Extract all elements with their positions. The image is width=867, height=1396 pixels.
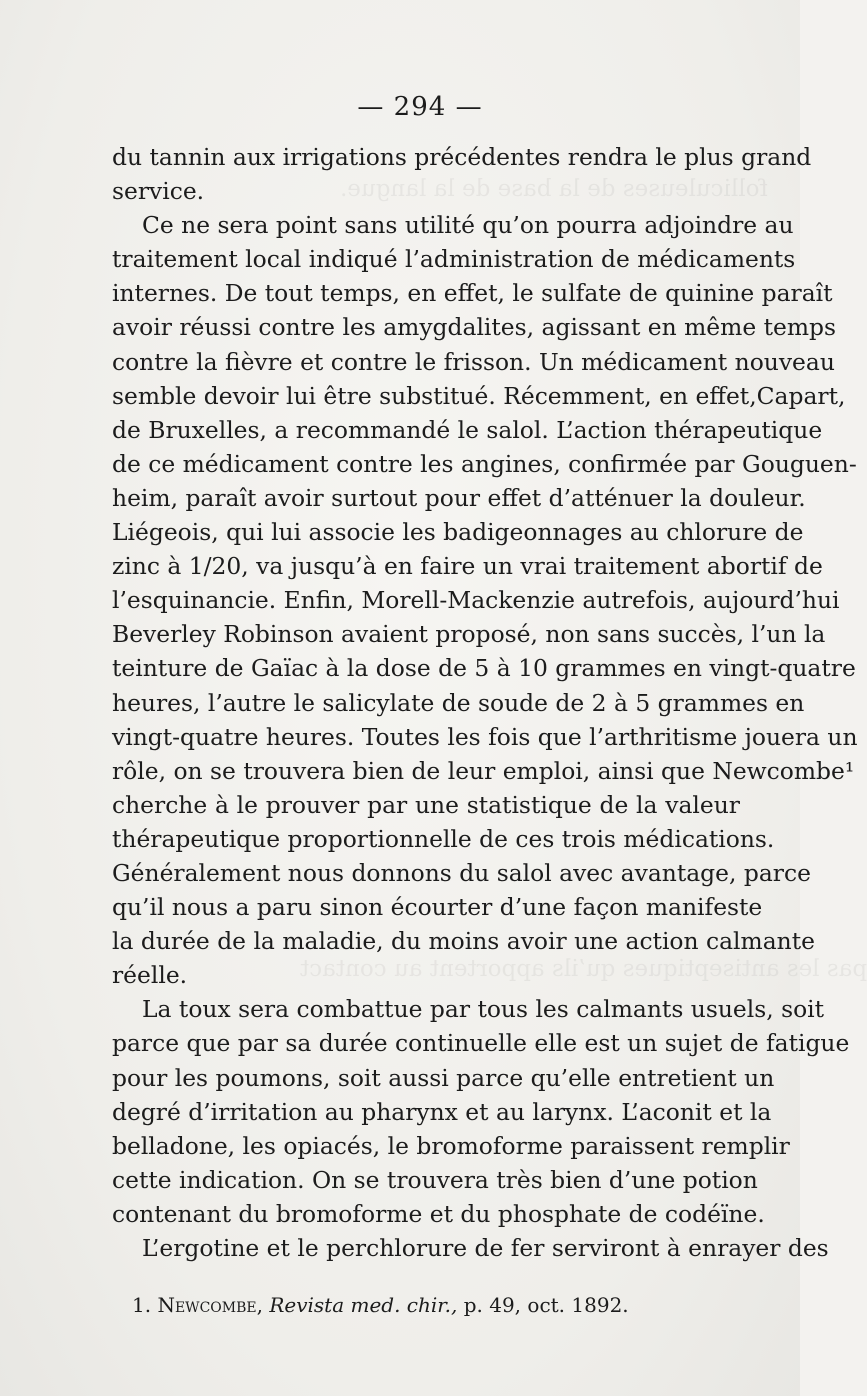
text-line: internes. De tout temps, en effet, le sulfate de quinine paraît — [112, 279, 833, 308]
footnote-number: 1. — [132, 1293, 152, 1317]
text-line: parce que par sa durée continuelle elle est un sujet de fatigue — [112, 1029, 850, 1058]
text-line: cette indication. On se trouvera très bien d’une potion — [112, 1165, 758, 1194]
text-line: rôle, on se trouvera bien de leur emploi, ainsi que Newcombe¹ — [112, 756, 855, 785]
text-line: de ce médicament contre les angines, confirmée par Gouguen- — [112, 449, 857, 478]
text-line: zinc à 1/20, va jusqu’à en faire un vrai traitement abortif de — [112, 552, 823, 581]
text-line: teinture de Gaïac à la dose de 5 à 10 grammes en vingt-quatre — [112, 654, 856, 683]
text-line: l’esquinancie. Enfin, Morell-Mackenzie autrefois, aujourd’hui — [112, 586, 840, 615]
text-line: La toux sera combattue par tous les calmants usuels, soit — [142, 995, 825, 1024]
text-line: heim, paraît avoir surtout pour effet d’atténuer la douleur. — [112, 483, 806, 512]
text-line: la durée de la maladie, du moins avoir une action calmante — [112, 927, 815, 956]
text-line: vingt-quatre heures. Toutes les fois que l’arthritisme jouera un — [112, 722, 858, 751]
text-line: réelle. — [112, 961, 188, 990]
text-line: du tannin aux irrigations précédentes rendra le plus grand — [112, 143, 812, 171]
footnote-reference: p. 49, oct. 1892. — [463, 1293, 629, 1317]
text-line: contenant du bromoforme et du phosphate de codéïne. — [112, 1199, 765, 1228]
text-line: L’ergotine et le perchlorure de fer serviront à enrayer des — [142, 1234, 829, 1262]
text-line: contre la fièvre et contre le frisson. Un médicament nouveau — [112, 347, 835, 376]
show-through-text-2: pas les antiseptiques qu’ils apportent au contact — [300, 956, 867, 982]
body-text — [112, 140, 858, 1265]
text-line: Généralement nous donnons du salol avec avantage, parce — [112, 858, 811, 887]
text-line: heures, l’autre le salicylate de soude de 2 à 5 grammes en — [112, 688, 805, 717]
footnote-author: Newcombe, — [157, 1293, 263, 1317]
text-line: traitement local indiqué l’administration de médicaments — [112, 245, 796, 274]
footnote-journal: Revista med. chir., — [269, 1293, 458, 1317]
text-line: degré d’irritation au pharynx et au larynx. L’aconit et la — [112, 1097, 772, 1126]
text-line: pour les poumons, soit aussi parce qu’elle entretient un — [112, 1063, 775, 1092]
text-line: Ce ne sera point sans utilité qu’on pourra adjoindre au — [142, 211, 794, 240]
text-line: belladone, les opiacés, le bromoforme paraissent remplir — [112, 1131, 790, 1160]
page-number: — 294 — — [357, 92, 483, 122]
text-line: qu’il nous a paru sinon écourter d’une façon manifeste — [112, 893, 763, 922]
text-line: Beverley Robinson avaient proposé, non sans succès, l’un la — [112, 620, 826, 649]
show-through-text-1: folliculeuses de la base de la langue. — [340, 176, 768, 202]
text-line: Liégeois, qui lui associe les badigeonnages au chlorure de — [112, 518, 804, 547]
text-line: cherche à le prouver par une statistique de la valeur — [112, 790, 740, 819]
text-line: semble devoir lui être substitué. Récemment, en effet,Capart, — [112, 381, 846, 410]
text-line: de Bruxelles, a recommandé le salol. L’action thérapeutique — [112, 415, 823, 444]
text-line: service. — [112, 177, 205, 206]
text-line: avoir réussi contre les amygdalites, agissant en même temps — [112, 313, 837, 342]
text-line: thérapeutique proportionnelle de ces trois médications. — [112, 824, 775, 853]
footnote — [132, 1291, 732, 1319]
